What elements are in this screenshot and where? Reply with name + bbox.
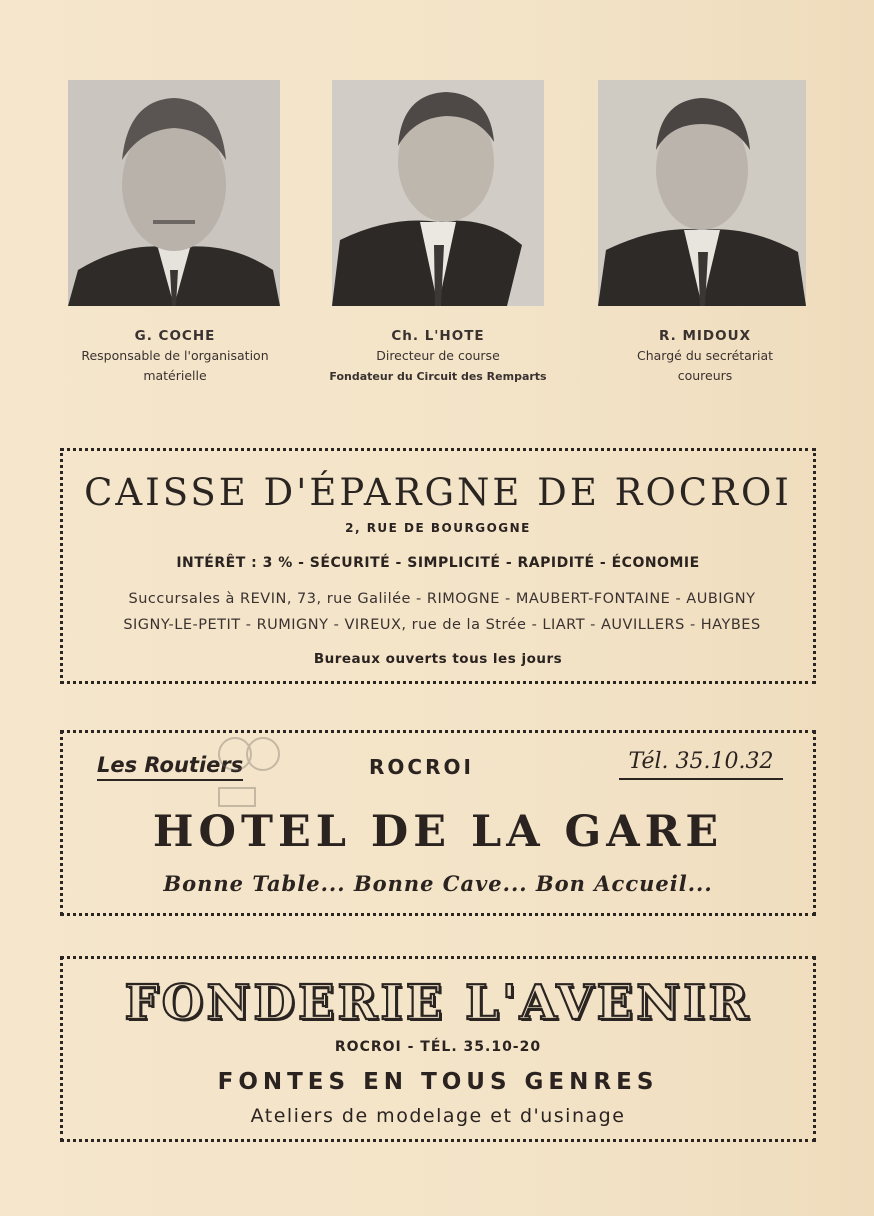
ad-hotel-de-la-gare (60, 730, 816, 916)
ad-hours: Bureaux ouverts tous les jours (313, 651, 563, 667)
ad-branches-line1: Succursales à REVIN, 73, rue Galilée - RIMOGNE - MAUBERT-FONTAINE - AUBIGNY (128, 591, 756, 607)
ad-branches-line2: SIGNY-LE-PETIT - RUMIGNY - VIREUX, rue de la Strée - LIART - AUVILLERS - HAYBES (123, 617, 761, 633)
person-role-line2: Fondateur du Circuit des Remparts (329, 370, 547, 383)
ad-title: HOTEL DE LA GARE (152, 807, 724, 857)
ad-title: FONDERIE L'AVENIR (124, 975, 752, 1031)
ad-address: ROCROI - TÉL. 35.10-20 (334, 1039, 542, 1055)
ad-city: ROCROI (369, 755, 474, 779)
ad-title: CAISSE D'ÉPARGNE DE ROCROI (84, 471, 792, 514)
portrait-midoux (598, 80, 806, 306)
person-role-line1: Chargé du secrétariat (636, 348, 774, 363)
portrait-photo-icon (598, 80, 806, 306)
caption-midoux (605, 326, 805, 386)
ad-phone: Tél. 35.10.32 (619, 749, 783, 780)
portrait-photo-icon (332, 80, 544, 306)
portrait-coche (68, 80, 280, 306)
portrait-lhote (332, 80, 544, 306)
person-name: Ch. L'HOTE (391, 328, 485, 344)
person-name: G. COCHE (134, 328, 216, 344)
ad-caisse-epargne (60, 448, 816, 684)
person-name: R. MIDOUX (659, 328, 751, 344)
caption-lhote (313, 326, 563, 387)
ad-fonderie-lavenir (60, 956, 816, 1142)
person-role-line2: coureurs (677, 368, 733, 383)
ad-line1: FONTES EN TOUS GENRES (217, 1069, 659, 1095)
ad-address: 2, RUE DE BOURGOGNE (345, 521, 531, 535)
portrait-photo-icon (68, 80, 280, 306)
person-role-line1: Directeur de course (376, 348, 500, 363)
ad-slogan: Bonne Table... Bonne Cave... Bon Accueil... (163, 871, 713, 896)
person-role-line1: Responsable de l'organisation (81, 348, 269, 363)
ad-line2: Ateliers de modelage et d'usinage (250, 1105, 626, 1127)
ad-label: Les Routiers (97, 753, 243, 781)
person-role-line2: matérielle (143, 368, 207, 383)
ad-tagline: INTÉRÊT : 3 % - SÉCURITÉ - SIMPLICITÉ - RAPIDITÉ - ÉCONOMIE (176, 555, 700, 571)
caption-coche (50, 326, 300, 386)
